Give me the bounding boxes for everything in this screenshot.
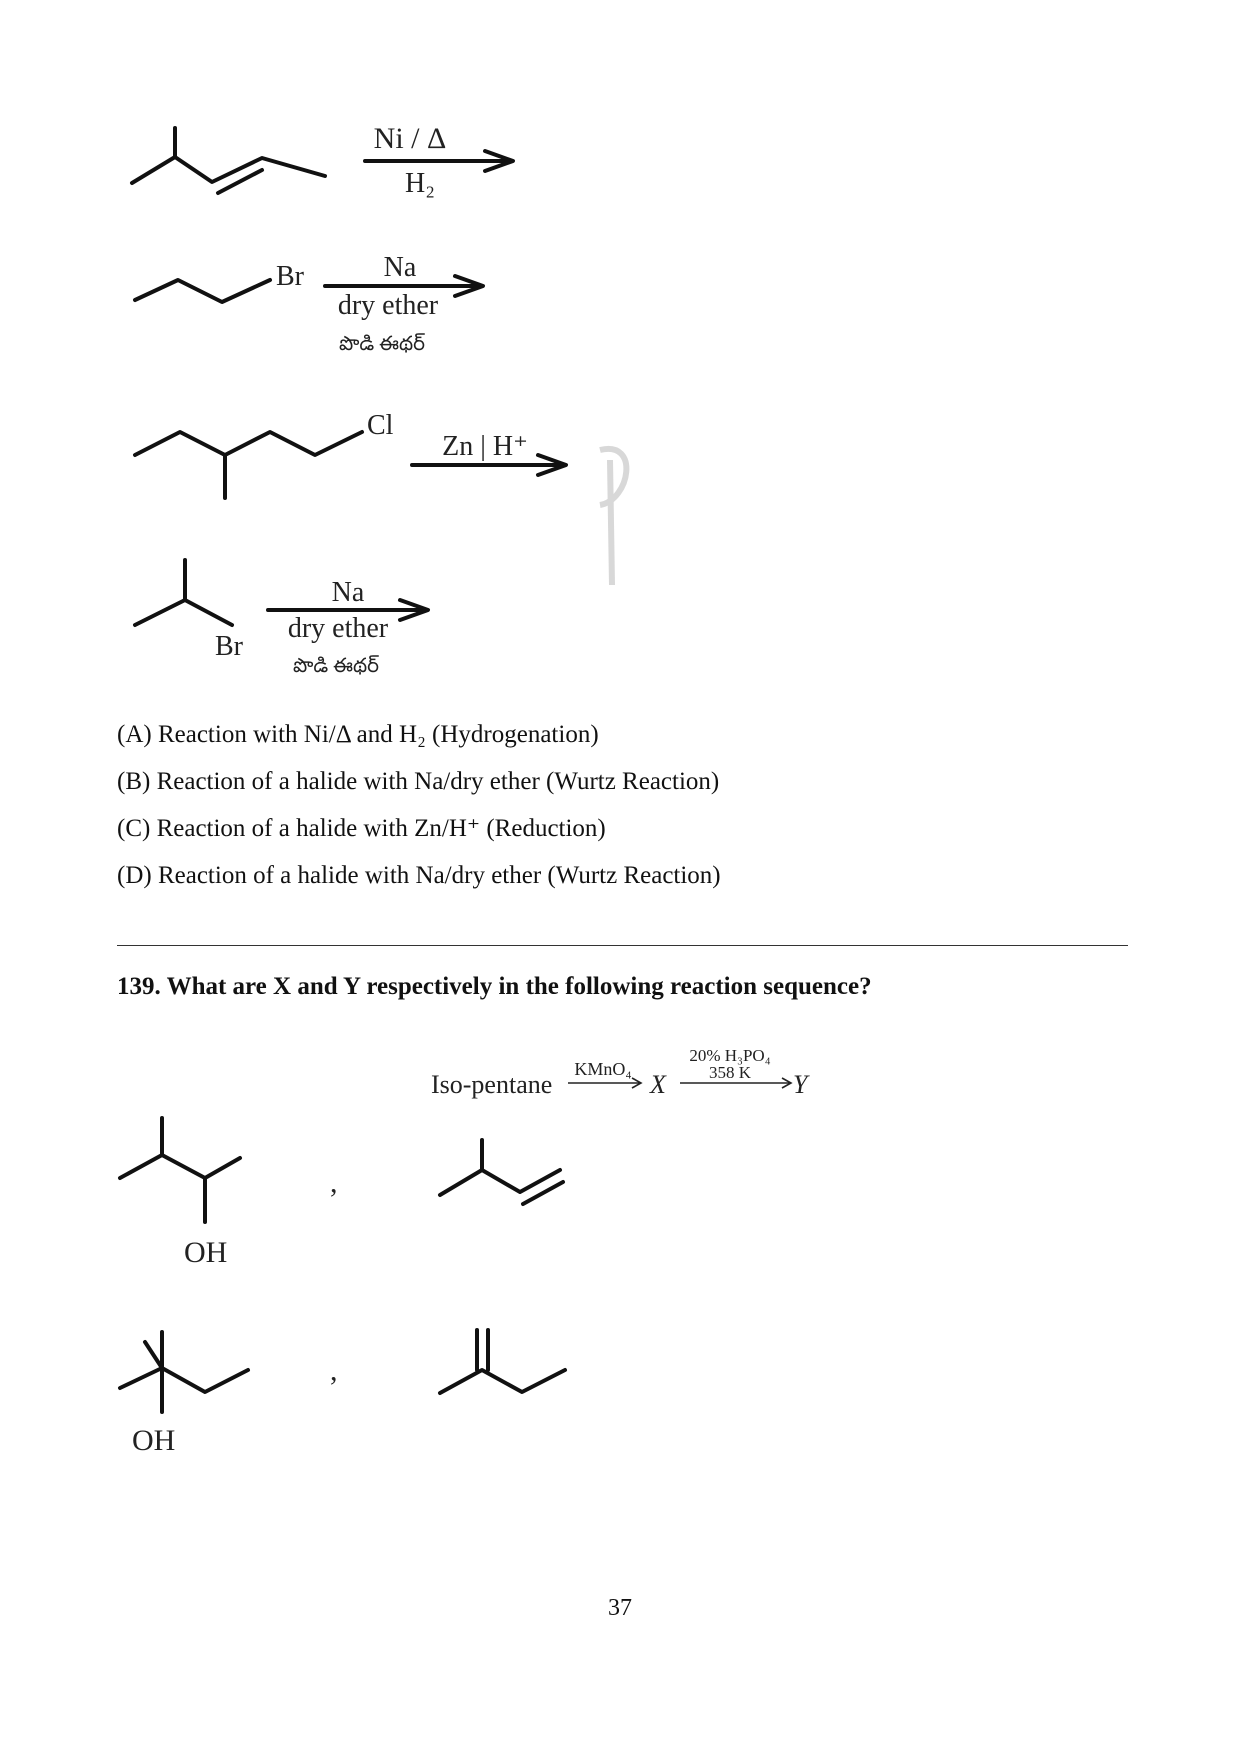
reaction-2-halogen: Br: [276, 261, 304, 292]
alkyl-bromide-structure-4: [135, 560, 232, 625]
sequence-reagent-2-top: 20% H₃PO₄: [689, 1046, 771, 1065]
pair-1-y-structure: [440, 1140, 563, 1204]
option-d: [117, 861, 721, 891]
reaction-4-halogen: Br: [215, 631, 243, 662]
pair-2-separator: ,: [330, 1354, 338, 1387]
reaction-2-reagent-bottom: dry ether: [337, 290, 439, 321]
sequence-product-x: X: [650, 1070, 666, 1099]
option-d-label: (D): [117, 862, 152, 889]
pair-1-x-label: OH: [184, 1236, 228, 1269]
sequence-start: Iso-pentane: [431, 1070, 553, 1099]
reaction-4-reagent-top: Na: [331, 577, 365, 608]
watermark: [600, 449, 626, 585]
reaction-4-reagent-bottom: dry ether: [287, 613, 389, 644]
question-text: What are X and Y respectively in the following reaction sequence?: [166, 973, 872, 1000]
section-divider: [117, 945, 1128, 946]
reaction-2-reagent-telugu: పొడి ఈథర్: [338, 333, 426, 355]
option-c-text: Reaction of a halide with Zn/H⁺ (Reduction): [156, 815, 606, 842]
sequence-reagent-1: KMnO₄: [574, 1059, 632, 1079]
option-a: [117, 720, 599, 750]
alkyl-bromide-structure-2: [135, 280, 270, 302]
sequence-product-y: Y: [793, 1070, 808, 1099]
pair-2-x-label: OH: [132, 1424, 176, 1457]
reaction-2-reagent-top: Na: [383, 252, 417, 283]
option-c: [117, 814, 606, 844]
reaction-1-reagent-bottom: H₂: [405, 168, 435, 199]
pair-1-separator: ,: [330, 1166, 338, 1199]
pair-1-x-structure: [120, 1118, 240, 1222]
option-a-label: (A): [117, 721, 152, 748]
alkene-structure-1: [132, 128, 325, 193]
page-number: 37: [608, 1595, 632, 1621]
alkyl-chloride-structure-3: [135, 432, 362, 498]
reaction-3-reagent-top: Zn | H⁺: [442, 431, 528, 462]
question-title: [117, 973, 872, 1001]
option-b-text: Reaction of a halide with Na/dry ether (Wurtz Reaction): [156, 768, 720, 795]
reaction-3-halogen: Cl: [367, 410, 394, 441]
option-c-label: (C): [117, 815, 151, 842]
reaction-schemes: [0, 0, 1240, 700]
question-number: 139.: [117, 973, 161, 1000]
reaction-1-reagent-top: Ni / Δ: [373, 122, 447, 155]
pair-2-y-structure: [440, 1330, 565, 1393]
option-a-text: Reaction with Ni/Δ and H₂ (Hydrogenation): [157, 721, 599, 748]
option-d-text: Reaction of a halide with Na/dry ether (Wurtz Reaction): [157, 862, 721, 889]
option-b: [117, 767, 719, 797]
pair-2-x-structure: [120, 1332, 248, 1412]
sequence-reagent-2-bottom: 358 K: [708, 1063, 752, 1082]
reaction-4-reagent-telugu: పొడి ఈథర్: [292, 655, 380, 677]
option-b-label: (B): [117, 768, 151, 795]
